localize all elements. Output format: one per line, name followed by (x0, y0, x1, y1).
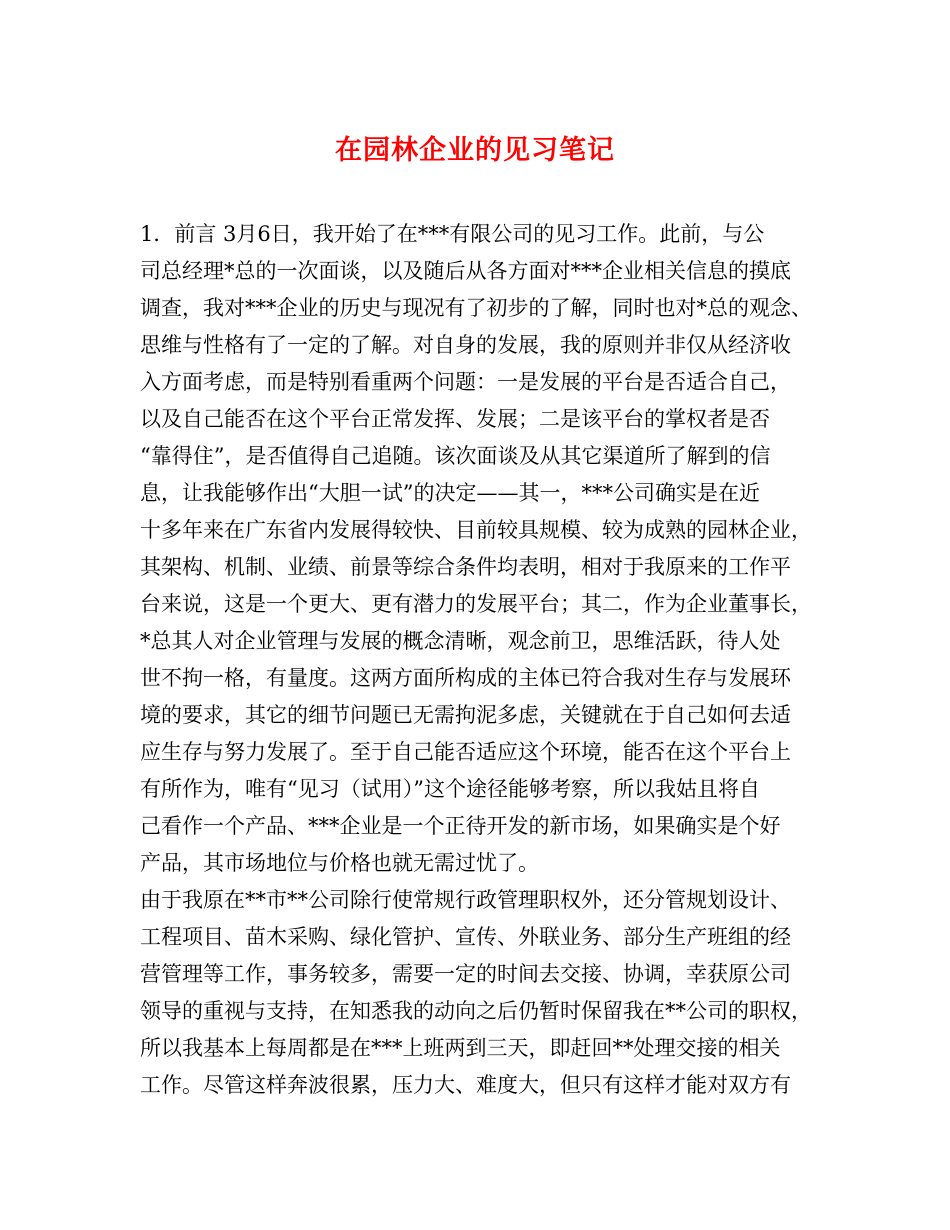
text-line: 有所作为，唯有“见习（试用）”这个途径能够考察，所以我姑且将自 (140, 777, 760, 801)
text-line: 十多年来在广东省内发展得较快、目前较具规模、较为成熟的园林企业， (140, 518, 812, 542)
text-line: 司总经理*总的一次面谈，以及随后从各方面对***企业相关信息的摸底 (140, 259, 791, 283)
text-line: 工程项目、苗木采购、绿化管护、宣传、外联业务、部分生产班组的经 (140, 925, 791, 949)
text-line: 息，让我能够作出“大胆一试”的决定——其一，***公司确实是在近 (140, 481, 760, 505)
text-line: 由于我原在**市**公司除行使常规行政管理职权外，还分管规划设计、 (140, 888, 791, 912)
text-line: 调查，我对***企业的历史与现况有了初步的了解，同时也对*总的观念、 (140, 296, 812, 320)
document-title: 在园林企业的见习笔记 (335, 135, 615, 166)
text-line: “靠得住”，是否值得自己追随。该次面谈及从其它渠道所了解到的信 (140, 444, 771, 468)
text-line: 境的要求，其它的细节问题已无需拘泥多虑，关键就在于自己如何去适 (140, 703, 791, 727)
text-line: 领导的重视与支持，在知悉我的动向之后仍暂时保留我在**公司的职权， (140, 999, 812, 1023)
text-line: 世不拘一格，有量度。这两方面所构成的主体已符合我对生存与发展环 (140, 666, 791, 690)
text-line: 思维与性格有了一定的了解。对自身的发展，我的原则并非仅从经济收 (140, 333, 791, 357)
text-line: 入方面考虑，而是特别看重两个问题：一是发展的平台是否适合自己， (140, 370, 791, 394)
text-line: 营管理等工作，事务较多，需要一定的时间去交接、协调，幸获原公司 (140, 962, 791, 986)
text-line: 己看作一个产品、***企业是一个正待开发的新市场，如果确实是个好 (140, 814, 781, 838)
text-line: 以及自己能否在这个平台正常发挥、发展；二是该平台的掌权者是否 (140, 407, 770, 431)
text-line: 所以我基本上每周都是在***上班两到三天，即赶回**处理交接的相关 (140, 1036, 781, 1060)
text-line: 工作。尽管这样奔波很累，压力大、难度大，但只有这样才能对双方有 (140, 1073, 791, 1097)
text-line: 产品，其市场地位与价格也就无需过忧了。 (140, 851, 539, 875)
text-line: 1．前言 3月6日，我开始了在***有限公司的见习工作。此前，与公 (140, 222, 765, 246)
text-line: 应生存与努力发展了。至于自己能否适应这个环境，能否在这个平台上 (140, 740, 791, 764)
text-line: *总其人对企业管理与发展的概念清晰，观念前卫，思维活跃，待人处 (140, 629, 781, 653)
document-body (140, 216, 830, 1104)
text-line: 其架构、机制、业绩、前景等综合条件均表明，相对于我原来的工作平 (140, 555, 791, 579)
text-line: 台来说，这是一个更大、更有潜力的发展平台；其二，作为企业董事长， (140, 592, 812, 616)
